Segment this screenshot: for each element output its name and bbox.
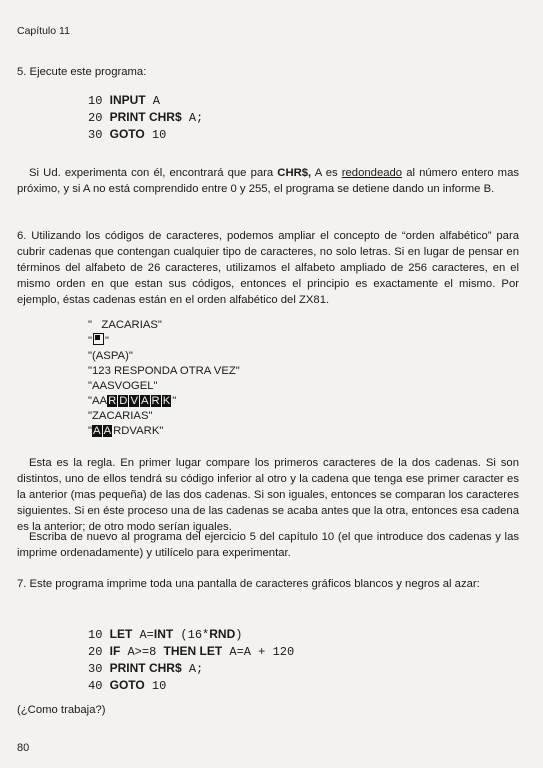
list-item: " ZACARIAS" [88, 319, 162, 331]
code-line [88, 92, 203, 109]
code-line [88, 660, 294, 677]
item5-code-block [88, 92, 203, 143]
code-text: (16* [173, 628, 210, 642]
quote: " [172, 395, 177, 407]
line-number: 40 [88, 679, 103, 693]
underlined-word: redondeado [341, 167, 403, 179]
text-run: Si Ud. experimenta con él, encontrará que para [29, 167, 278, 179]
code-text: A=A + 120 [222, 645, 295, 659]
inverse-char: A [140, 395, 149, 407]
line-number: 20 [88, 645, 103, 659]
code-line [88, 109, 203, 126]
code-text: A= [132, 628, 154, 642]
keyword: PRINT CHR$ [109, 110, 182, 124]
inverse-char: D [119, 395, 128, 407]
keyword: IF [109, 644, 121, 658]
line-number: 20 [88, 111, 103, 125]
text-run: Esta es la regla. En primer lugar compare los primeros caracteres de la dos cadenas. Si son distintos, uno de ellos tendrá su código inferior al otro y la cadena que tenga ese primer caracter es la anterior (mas pequeña) de las dos cadenas. Si son iguales, entonces se comparan los caracteres siguientes. Si en éste proceso una de las cadenas se acaba antes que la otra, entonces esa cadena es la anterior; de otro modo serían iguales. [17, 457, 519, 533]
line-number: 10 [88, 94, 103, 108]
quote: " [105, 335, 110, 347]
inverse-char: A [103, 425, 112, 437]
text-run: al número entero mas próximo, y si A no está comprendido entre 0 y 255, el programa se detiene dando un informe B. [17, 167, 519, 195]
keyword: LET [109, 627, 133, 641]
code-text: A; [181, 662, 204, 676]
code-text: A; [181, 111, 204, 125]
code-text: A>=8 [120, 645, 164, 659]
item7-paragraph: 7. Este programa imprime toda una pantalla de caracteres gráficos blancos y negros al azar: [17, 578, 480, 590]
experiment-paragraph [17, 529, 519, 561]
code-line [88, 643, 294, 660]
keyword: GOTO [109, 678, 145, 692]
item6-paragraph: 6. Utilizando los códigos de caracteres, podemos ampliar el concepto de “orden alfabético” para cubrir cadenas que contengan cualquier tipo de caracteres, no solo letras. Si en lugar de pensar en términos del alfabeto de 26 caracteres, utilizamos el alfabeto ampliado de 256 caracteres, en el mismo orden en que estan sus códigos, entonces el principio es exactamente el mismo. Por ejemplo, éstas cadenas están en el orden alfabético del ZX81. [17, 230, 519, 306]
rule-paragraph [17, 455, 519, 535]
text-run: Escriba de nuevo al programa del ejercicio 5 del capítulo 10 (el que introduce dos cadenas y las imprime ordenadamente) y utilícelo para experimentar. [17, 531, 519, 559]
text-run: "AA [88, 395, 108, 407]
text-run: A es [311, 167, 342, 179]
keyword: PRINT CHR$ [109, 661, 182, 675]
item5-heading: 5. Ejecute este programa: [17, 66, 147, 78]
graphic-block-icon [93, 333, 104, 345]
code-line [88, 677, 294, 694]
chapter-header: Capítulo 11 [17, 25, 70, 37]
code-text: A [145, 94, 161, 108]
list-item [88, 333, 240, 349]
string-list [88, 318, 240, 439]
list-item: "AASVOGEL" [88, 380, 158, 392]
inverse-char: R [108, 395, 117, 407]
list-item: "(ASPA)" [88, 350, 133, 362]
text-run: RDVARK" [113, 425, 164, 437]
inverse-char: V [130, 395, 138, 407]
line-number: 30 [88, 128, 103, 142]
keyword: INT [153, 627, 174, 641]
keyword: GOTO [109, 127, 145, 141]
code-text: 10 [144, 128, 167, 142]
item5-paragraph [17, 165, 519, 197]
list-item [88, 424, 240, 439]
line-number: 10 [88, 628, 103, 642]
keyword: INPUT [109, 93, 146, 107]
code-line [88, 126, 203, 143]
keyword: RND [209, 627, 236, 641]
question-text: (¿Como trabaja?) [17, 704, 106, 716]
code-text: 10 [144, 679, 167, 693]
keyword: THEN LET [163, 644, 223, 658]
quote: " [88, 425, 93, 437]
code-text: ) [235, 628, 243, 642]
code-line [88, 626, 294, 643]
list-item [88, 394, 240, 409]
quote: " [88, 335, 93, 347]
inverse-char: A [93, 425, 101, 437]
page-number: 80 [17, 742, 30, 754]
inverse-char: R [151, 395, 160, 407]
list-item: "ZACARIAS" [88, 410, 153, 422]
line-number: 30 [88, 662, 103, 676]
inverse-char: K [162, 395, 171, 407]
list-item: "123 RESPONDA OTRA VEZ" [88, 365, 240, 377]
item7-code-block [88, 626, 294, 694]
keyword-inline: CHR$, [277, 167, 312, 179]
